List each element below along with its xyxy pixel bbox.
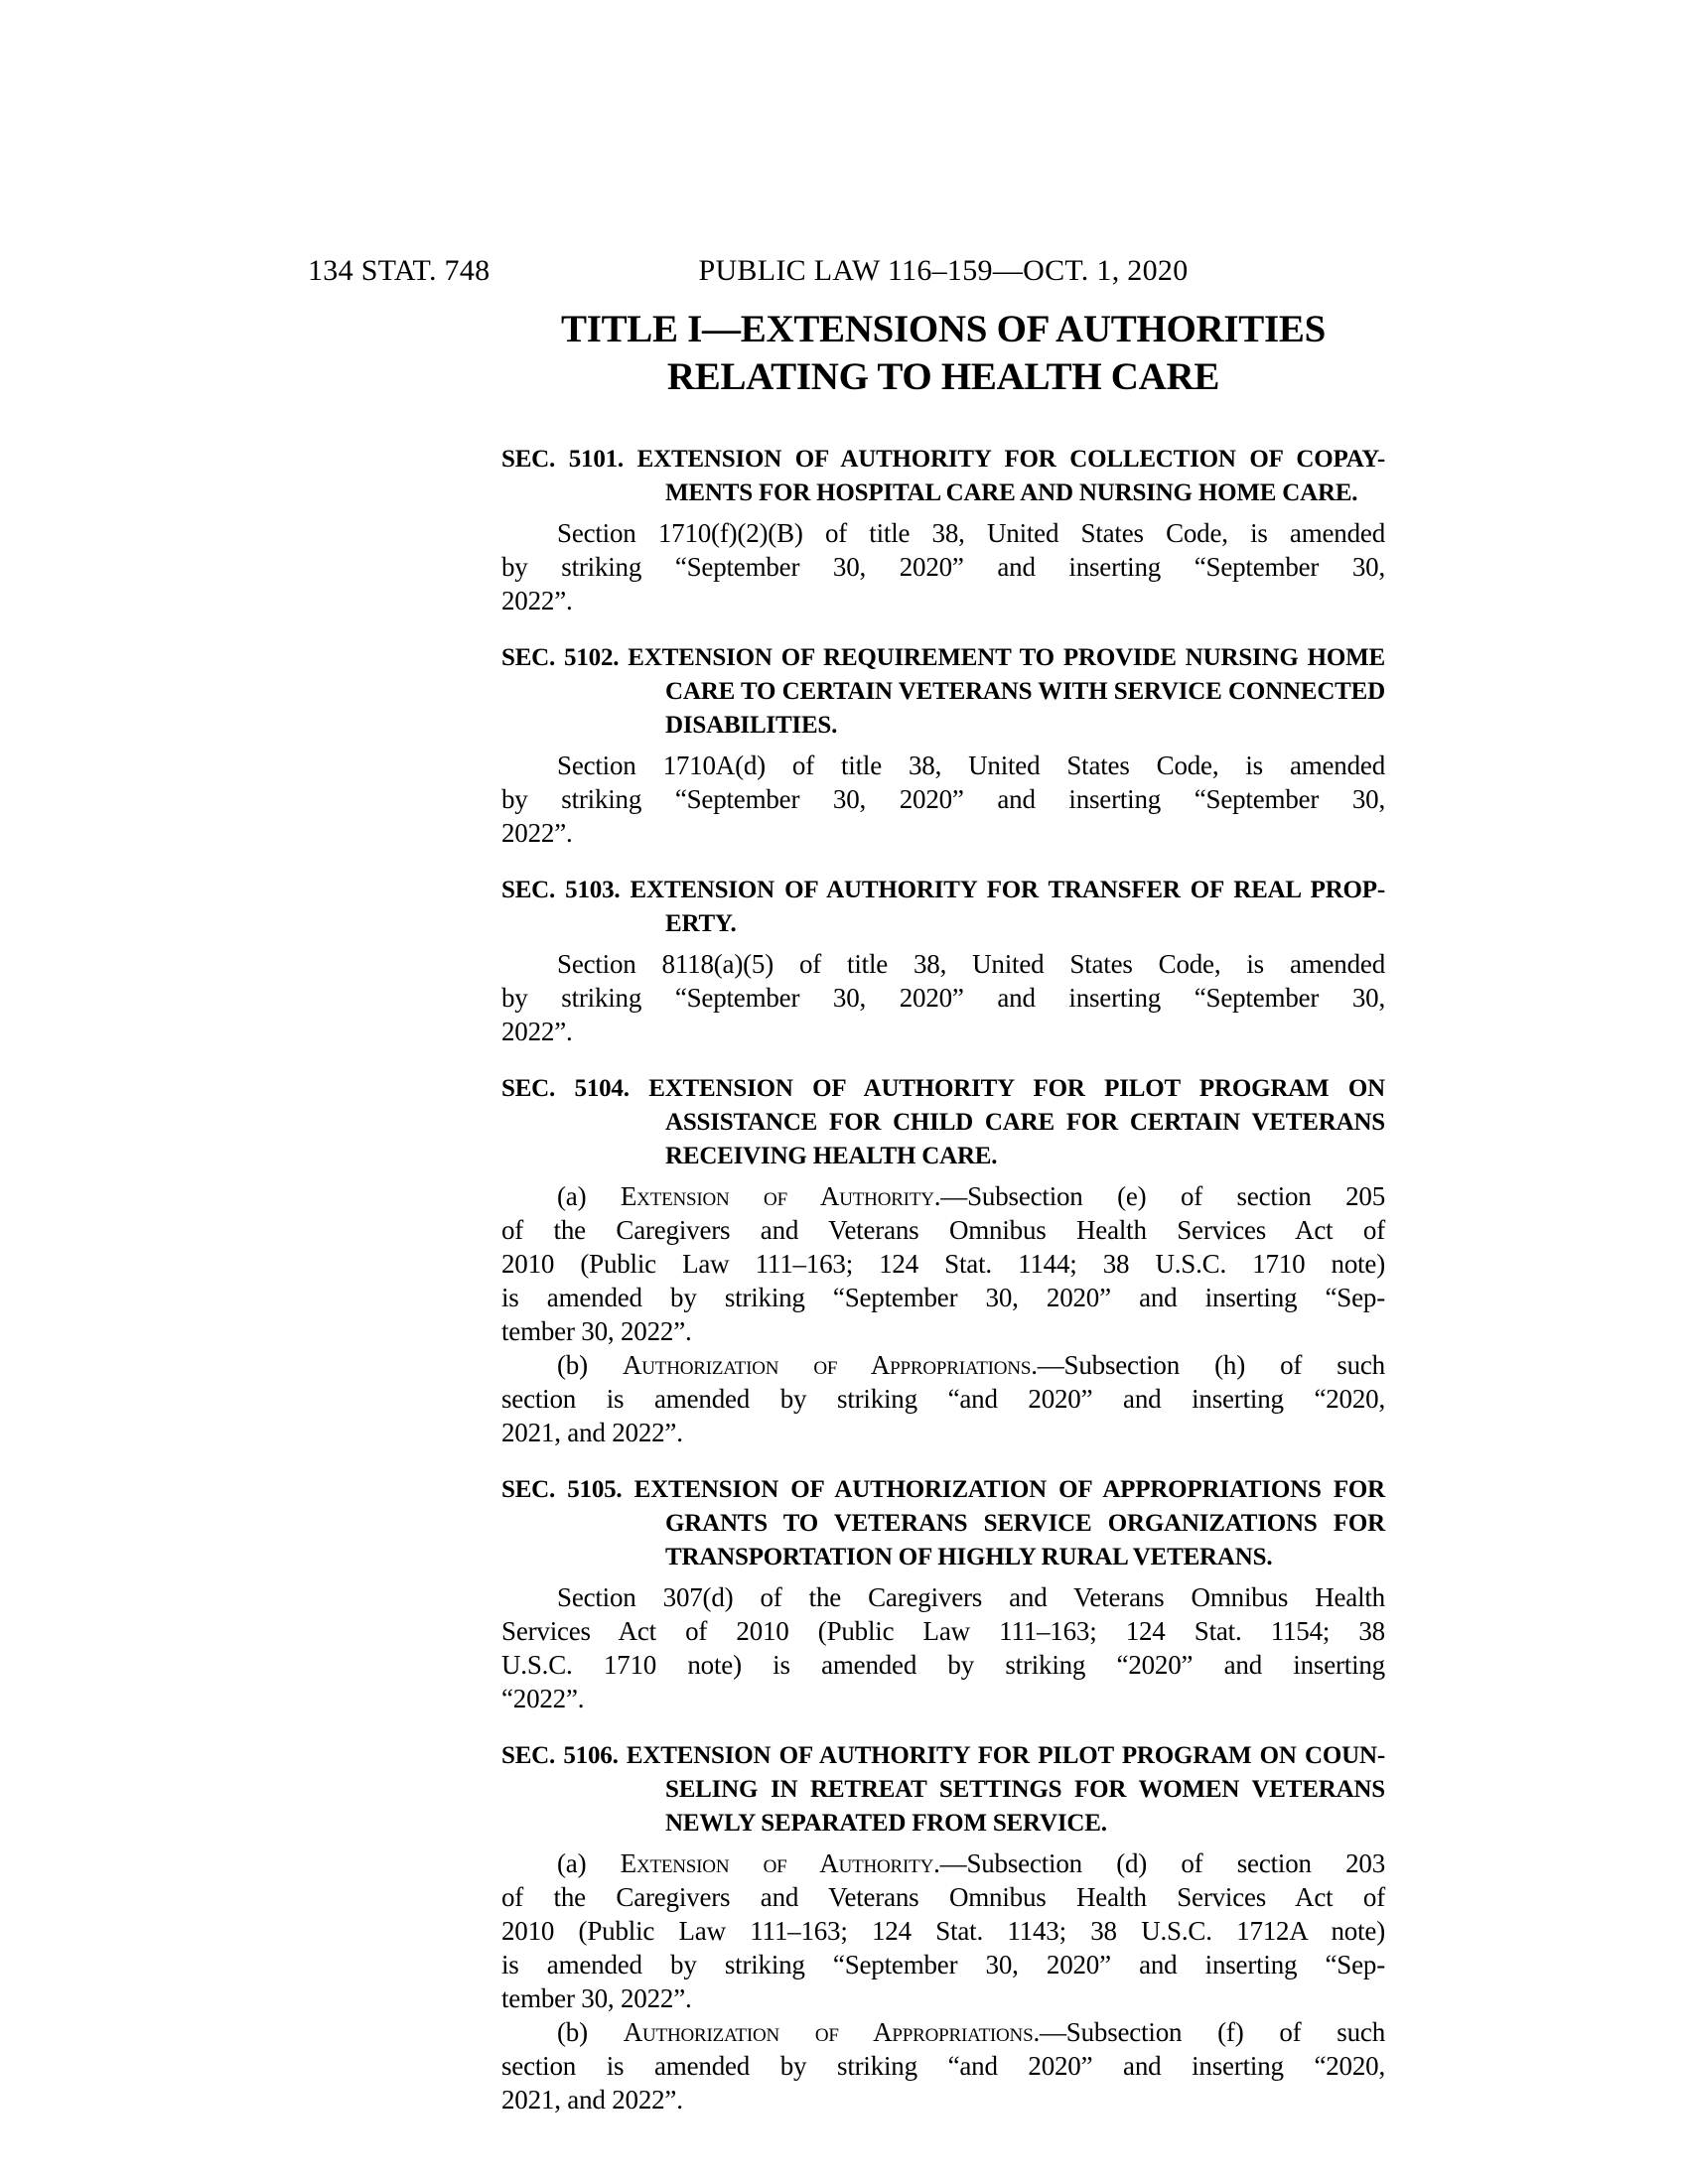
title-line-2: RELATING TO HEALTH CARE bbox=[666, 355, 1220, 398]
text-run: 2021, and 2022”. bbox=[501, 2085, 683, 2115]
text-run: 2022”. bbox=[501, 818, 573, 848]
text-run: .—Subsection (d) of section 203 bbox=[933, 1848, 1386, 1878]
text-run: 2010 (Public Law 111–163; 124 Stat. 1144; 38 U.S.C. 1710 note) bbox=[501, 1249, 1385, 1279]
smallcaps-text: Extension of Authority bbox=[620, 1181, 934, 1211]
body-line bbox=[501, 1648, 1385, 1682]
text-run: by striking “September 30, 2020” and inserting “September 30, bbox=[501, 552, 1385, 582]
text-run: by striking “September 30, 2020” and inserting “September 30, bbox=[501, 983, 1385, 1013]
text-run: (a) bbox=[557, 1848, 621, 1878]
text-run: is amended by striking “September 30, 2020” and inserting “Sep- bbox=[501, 1283, 1385, 1312]
text-run: .—Subsection (f) of such bbox=[1033, 2017, 1385, 2047]
heading-line: TRANSPORTATION OF HIGHLY RURAL VETERANS. bbox=[665, 1544, 1273, 1570]
heading-line: CARE TO CERTAIN VETERANS WITH SERVICE CONNECTED bbox=[665, 678, 1385, 705]
heading-line: SELING IN RETREAT SETTINGS FOR WOMEN VETERANS bbox=[665, 1776, 1385, 1803]
text-run: (b) bbox=[557, 2017, 624, 2047]
smallcaps-text: Authorization of Appropriations bbox=[622, 1350, 1032, 1380]
text-run: by striking “September 30, 2020” and inserting “September 30, bbox=[501, 784, 1385, 814]
body-line bbox=[501, 2015, 1385, 2049]
title-heading bbox=[492, 306, 1395, 401]
paragraph bbox=[501, 1580, 1385, 1715]
text-run: of the Caregivers and Veterans Omnibus Health Services Act of bbox=[501, 1215, 1385, 1245]
text-run: 2022”. bbox=[501, 1017, 573, 1046]
text-run: .—Subsection (e) of section 205 bbox=[933, 1181, 1386, 1211]
section-5103 bbox=[501, 874, 1385, 1048]
heading-line: NEWLY SEPARATED FROM SERVICE. bbox=[665, 1810, 1107, 1837]
paragraph bbox=[501, 947, 1385, 1048]
stat-page-number: 134 STAT. 748 bbox=[308, 254, 491, 287]
paragraph bbox=[501, 1348, 1385, 1449]
paragraph bbox=[501, 516, 1385, 617]
section-5104 bbox=[501, 1072, 1385, 1449]
body-line bbox=[501, 1416, 1385, 1449]
text-run: section is amended by striking “and 2020” and inserting “2020, bbox=[501, 2051, 1385, 2081]
law-body bbox=[501, 443, 1385, 2116]
body-line bbox=[501, 1213, 1385, 1247]
body-line bbox=[501, 1580, 1385, 1614]
body-line bbox=[501, 1179, 1385, 1213]
text-run: tember 30, 2022”. bbox=[501, 1316, 692, 1346]
body-line bbox=[501, 1846, 1385, 1880]
section-heading bbox=[501, 641, 1385, 743]
text-run: Section 1710A(d) of title 38, United States Code, is amended bbox=[557, 751, 1385, 780]
body-line bbox=[501, 1948, 1385, 1981]
body-line bbox=[501, 947, 1385, 981]
section-heading bbox=[501, 443, 1385, 510]
body-line bbox=[501, 816, 1385, 850]
body-line bbox=[501, 1914, 1385, 1948]
body-line bbox=[501, 1348, 1385, 1382]
smallcaps-text: Authorization of Appropriations bbox=[623, 2017, 1034, 2047]
text-run: U.S.C. 1710 note) is amended by striking “2020” and inserting bbox=[501, 1650, 1385, 1680]
section-5105 bbox=[501, 1473, 1385, 1715]
body-line bbox=[501, 749, 1385, 782]
body-line bbox=[501, 550, 1385, 584]
text-run: Section 1710(f)(2)(B) of title 38, United States Code, is amended bbox=[557, 518, 1385, 548]
body-line bbox=[501, 782, 1385, 816]
body-line bbox=[501, 1382, 1385, 1416]
heading-line: SEC. 5101. EXTENSION OF AUTHORITY FOR COLLECTION OF COPAY- bbox=[501, 446, 1385, 473]
section-heading bbox=[501, 1072, 1385, 1173]
text-run: (b) bbox=[557, 1350, 623, 1380]
text-run: “2022”. bbox=[501, 1684, 585, 1713]
heading-line: SEC. 5106. EXTENSION OF AUTHORITY FOR PILOT PROGRAM ON COUN- bbox=[501, 1742, 1385, 1769]
body-line bbox=[501, 1981, 1385, 2015]
body-line bbox=[501, 1614, 1385, 1648]
heading-line: SEC. 5104. EXTENSION OF AUTHORITY FOR PILOT PROGRAM ON bbox=[501, 1075, 1385, 1102]
section-5101 bbox=[501, 443, 1385, 617]
public-law-citation: PUBLIC LAW 116–159—OCT. 1, 2020 bbox=[698, 254, 1189, 287]
title-line-1: TITLE I—EXTENSIONS OF AUTHORITIES bbox=[561, 308, 1326, 350]
body-line bbox=[501, 516, 1385, 550]
body-line bbox=[501, 2049, 1385, 2083]
body-line bbox=[501, 981, 1385, 1015]
heading-line: SEC. 5102. EXTENSION OF REQUIREMENT TO PROVIDE NURSING HOME bbox=[501, 644, 1385, 671]
text-run: (a) bbox=[557, 1181, 621, 1211]
text-run: 2010 (Public Law 111–163; 124 Stat. 1143; 38 U.S.C. 1712A note) bbox=[501, 1916, 1385, 1946]
heading-line: ASSISTANCE FOR CHILD CARE FOR CERTAIN VETERANS bbox=[665, 1109, 1385, 1136]
paragraph bbox=[501, 1846, 1385, 2015]
section-heading bbox=[501, 874, 1385, 941]
body-line bbox=[501, 584, 1385, 617]
text-run: 2021, and 2022”. bbox=[501, 1418, 683, 1447]
paragraph bbox=[501, 749, 1385, 850]
heading-line: DISABILITIES. bbox=[665, 712, 838, 739]
section-heading bbox=[501, 1473, 1385, 1574]
body-line bbox=[501, 1015, 1385, 1048]
text-run: of the Caregivers and Veterans Omnibus Health Services Act of bbox=[501, 1882, 1385, 1912]
heading-line: SEC. 5103. EXTENSION OF AUTHORITY FOR TRANSFER OF REAL PROP- bbox=[501, 877, 1385, 903]
section-5106 bbox=[501, 1739, 1385, 2116]
text-run: section is amended by striking “and 2020” and inserting “2020, bbox=[501, 1384, 1385, 1414]
heading-line: SEC. 5105. EXTENSION OF AUTHORIZATION OF APPROPRIATIONS FOR bbox=[501, 1476, 1385, 1503]
paragraph bbox=[501, 2015, 1385, 2116]
section-5102 bbox=[501, 641, 1385, 850]
body-line bbox=[501, 1247, 1385, 1281]
heading-line: ERTY. bbox=[665, 910, 737, 937]
text-run: is amended by striking “September 30, 2020” and inserting “Sep- bbox=[501, 1950, 1385, 1979]
paragraph bbox=[501, 1179, 1385, 1348]
text-run: tember 30, 2022”. bbox=[501, 1983, 692, 2013]
text-run: .—Subsection (h) of such bbox=[1031, 1350, 1385, 1380]
body-line bbox=[501, 1314, 1385, 1348]
smallcaps-text: Extension of Authority bbox=[620, 1848, 934, 1878]
heading-line: GRANTS TO VETERANS SERVICE ORGANIZATIONS FOR bbox=[665, 1510, 1385, 1537]
text-run: Services Act of 2010 (Public Law 111–163; 124 Stat. 1154; 38 bbox=[501, 1616, 1385, 1646]
text-run: 2022”. bbox=[501, 586, 573, 615]
section-heading bbox=[501, 1739, 1385, 1841]
heading-line: MENTS FOR HOSPITAL CARE AND NURSING HOME CARE. bbox=[665, 479, 1358, 506]
body-line bbox=[501, 1880, 1385, 1914]
body-line bbox=[501, 1682, 1385, 1715]
text-run: Section 307(d) of the Caregivers and Veterans Omnibus Health bbox=[557, 1582, 1385, 1612]
body-line bbox=[501, 1281, 1385, 1314]
heading-line: RECEIVING HEALTH CARE. bbox=[665, 1143, 998, 1169]
text-run: Section 8118(a)(5) of title 38, United States Code, is amended bbox=[557, 949, 1385, 979]
body-line bbox=[501, 2083, 1385, 2116]
